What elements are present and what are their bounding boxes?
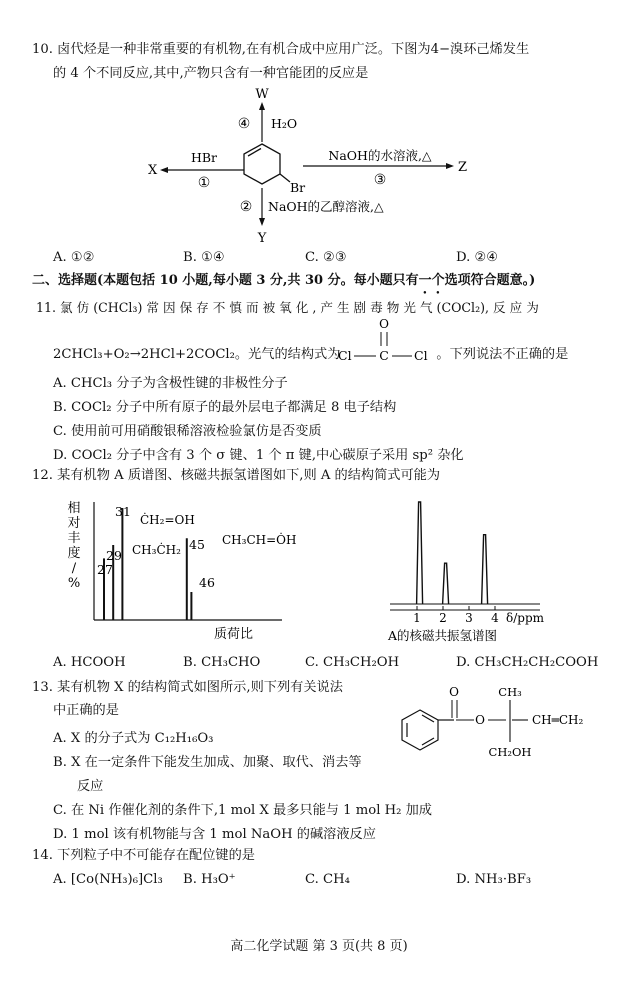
scheme-br: Br xyxy=(290,180,306,195)
ms-label-45: 45 xyxy=(189,537,205,552)
q14-stem: 14. 下列粒子中不可能存在配位键的是 xyxy=(32,848,255,863)
section-heading-emphasis: 一个 xyxy=(418,273,445,288)
q13-stem-line2: 中正确的是 xyxy=(53,703,119,718)
ms-ylabel-char: 对 xyxy=(67,516,81,531)
q11-option-c: C. 使用前可用硝酸银稀溶液检验氯仿是否变质 xyxy=(53,424,322,439)
q10-option-c: C. ②③ xyxy=(305,250,347,265)
scheme-z: Z xyxy=(458,160,468,175)
scheme-num-3: ③ xyxy=(373,172,387,188)
scheme-reagent-2: NaOH的乙醇溶液,△ xyxy=(268,199,384,214)
nmr-unit: δ/ppm xyxy=(506,611,545,625)
scheme-reagent-4: H₂O xyxy=(271,116,298,131)
phosgene-c: C xyxy=(379,348,389,363)
q13-option-c: C. 在 Ni 作催化剂的条件下,1 mol X 最多只能与 1 mol H₂ 加成 xyxy=(53,803,432,818)
compound-o-ester: O xyxy=(475,713,485,727)
q13-stem-line1: 13. 某有机物 X 的结构简式如图所示,则下列有关说法 xyxy=(32,680,343,695)
scheme-num-4: ④ xyxy=(237,116,251,132)
q10-option-a: A. ①② xyxy=(53,250,95,265)
nmr-peak-2 xyxy=(443,563,449,604)
phosgene-structure xyxy=(334,316,434,366)
nmr-tick-2: 2 xyxy=(439,611,447,625)
nmr-tick-1: 1 xyxy=(413,611,421,625)
section-heading xyxy=(32,273,535,297)
phosgene-cl-right: Cl xyxy=(414,348,428,363)
compound-vinyl: CH═CH₂ xyxy=(532,713,584,727)
q10-reaction-scheme xyxy=(140,84,480,249)
q11-option-b: B. COCl₂ 分子中所有原子的最外层电子都满足 8 电子结构 xyxy=(53,400,397,415)
q12-option-d: D. CH₃CH₂CH₂COOH xyxy=(456,655,599,670)
scheme-reagent-3: NaOH的水溶液,△ xyxy=(328,148,432,163)
ms-ylabel-char: % xyxy=(67,576,81,591)
ms-label-31: 31 xyxy=(115,504,131,519)
ms-ion-29: CH₃ĊH₂ xyxy=(132,543,181,557)
ms-y-axis-label xyxy=(67,500,80,591)
q13-option-a: A. X 的分子式为 C₁₂H₁₆O₃ xyxy=(53,731,214,746)
scheme-reagent-1: HBr xyxy=(190,150,218,165)
ms-label-46: 46 xyxy=(199,575,215,590)
cyclohexene-ring xyxy=(244,144,290,184)
q10-option-d: D. ②④ xyxy=(456,250,499,265)
compound-ch2oh: CH₂OH xyxy=(488,745,532,759)
q13-option-b-line2: 反应 xyxy=(77,779,104,794)
q11-stem-line2 xyxy=(53,347,568,363)
q11-equation: 2CHCl₃+O₂→2HCl+2COCl₂。光气的结构式为 xyxy=(53,347,341,362)
compound-ch3: CH₃ xyxy=(498,685,522,699)
compound-x-structure xyxy=(398,680,613,780)
nmr-spectrum-chart xyxy=(380,494,600,644)
q12-stem: 12. 某有机物 A 质谱图、核磁共振氢谱图如下,则 A 的结构简式可能为 xyxy=(32,468,441,483)
phosgene-cl-left: Cl xyxy=(338,348,352,363)
q11-stem-tail: 。下列说法不正确的是 xyxy=(436,347,569,362)
ms-ylabel-char: 度 xyxy=(67,546,81,561)
scheme-w: W xyxy=(255,87,269,102)
q10-option-b: B. ①④ xyxy=(183,250,225,265)
mass-spectrum-chart xyxy=(64,494,314,644)
q12-option-a: A. HCOOH xyxy=(53,655,126,670)
ms-ion-31: ĊH₂=OH xyxy=(140,513,195,527)
compound-o-carbonyl: O xyxy=(449,685,459,699)
q10-stem-line1: 10. 卤代烃是一种非常重要的有机物,在有机合成中应用广泛。下图为4−溴环己烯发生 xyxy=(32,42,530,57)
benzene-ring xyxy=(402,710,438,750)
phosgene-o: O xyxy=(379,317,389,331)
ms-label-27: 27 xyxy=(97,562,113,577)
scheme-y: Y xyxy=(257,231,267,246)
nmr-caption: A的核磁共振氢谱图 xyxy=(388,628,498,643)
section-heading-pre: 二、选择题(本题包括 10 小题,每小题 3 分,共 30 分。每小题只有 xyxy=(32,273,419,288)
q14-option-a: A. [Co(NH₃)₆]Cl₃ xyxy=(53,872,163,887)
page-footer: 高二化学试题 第 3 页(共 8 页) xyxy=(230,939,408,954)
q12-option-b: B. CH₃CHO xyxy=(183,655,261,670)
ms-ylabel-char: 相 xyxy=(67,501,81,516)
scheme-x: X xyxy=(148,163,158,178)
ms-ion-45: CH₃CH=ȮH xyxy=(222,533,297,547)
q13-option-b-line1: B. X 在一定条件下能发生加成、加聚、取代、消去等 xyxy=(53,755,362,770)
q11-option-d: D. COCl₂ 分子中含有 3 个 σ 键、1 个 π 键,中心碳原子采用 sp² 杂化 xyxy=(53,448,464,463)
q14-option-d: D. NH₃·BF₃ xyxy=(456,872,532,887)
nmr-peak-1 xyxy=(417,502,423,604)
q11-option-a: A. CHCl₃ 分子为含极性键的非极性分子 xyxy=(53,376,288,391)
q11-stem-line1: 11. 氯 仿 (CHCl₃) 常 因 保 存 不 慎 而 被 氧 化 , 产 生 剧 毒 物 光 气 (COCl₂), 反 应 为 xyxy=(36,300,539,315)
ms-x-axis-label: 质荷比 xyxy=(214,627,254,642)
nmr-tick-3: 3 xyxy=(465,611,473,625)
nmr-peak-3 xyxy=(482,535,488,604)
scheme-num-1: ① xyxy=(197,175,211,191)
nmr-tick-4: 4 xyxy=(491,611,499,625)
q14-option-b: B. H₃O⁺ xyxy=(183,872,236,887)
ms-label-29: 29 xyxy=(106,548,122,563)
section-heading-post: 选项符合题意。) xyxy=(444,273,536,288)
q13-option-d: D. 1 mol 该有机物能与含 1 mol NaOH 的碱溶液反应 xyxy=(53,827,376,842)
q10-stem-line2: 的 4 个不同反应,其中,产物只含有一种官能团的反应是 xyxy=(53,66,369,81)
ms-ylabel-char: / xyxy=(71,561,77,576)
q12-option-c: C. CH₃CH₂OH xyxy=(305,655,400,670)
q14-option-c: C. CH₄ xyxy=(305,872,350,887)
scheme-num-2: ② xyxy=(239,199,253,215)
ms-ylabel-char: 丰 xyxy=(67,531,81,546)
